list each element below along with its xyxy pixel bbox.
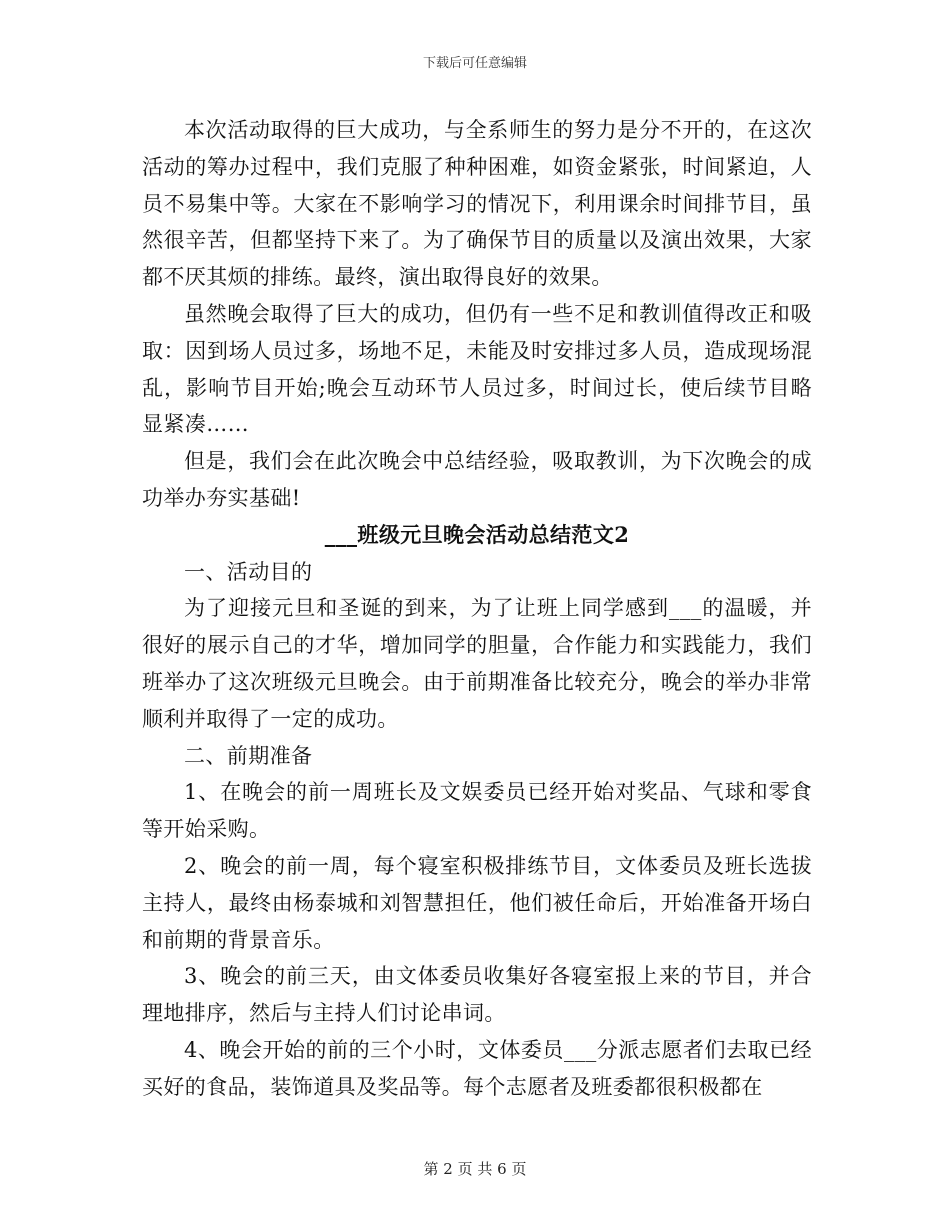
paragraph: 但是，我们会在此次晚会中总结经验，吸取教训，为下次晚会的成功举办夯实基础! [142, 449, 812, 510]
list-item: 4、晚会开始的前的三个小时，文体委员___分派志愿者们去取已经买好的食品，装饰道具及奖品等。每个志愿者及班委都很积极都在 [142, 1037, 812, 1099]
paragraph: 本次活动取得的巨大成功，与全系师生的努力是分不开的，在这次活动的筹办过程中，我们克服了种种困难，如资金紧张，时间紧迫，人员不易集中等。大家在不影响学习的情况下，利用课余时间排节目，虽然很辛苦，但都坚持下来了。为了确保节目的质量以及演出效果，大家都不厌其烦的排练。最终，演出取得良好的效果。 [142, 118, 812, 290]
section-heading: 一、活动目的 [184, 559, 313, 584]
list-item: 3、晚会的前三天，由文体委员收集好各寝室报上来的节目，并合理地排序，然后与主持人们讨论串词。 [142, 964, 812, 1026]
list-item: 2、晚会的前一周，每个寝室积极排练节目，文体委员及班长选拔主持人，最终由杨泰城和刘智慧担任，他们被任命后，开始准备开场白和前期的背景音乐。 [142, 853, 812, 952]
page-footer: 第 2 页 共 6 页 [423, 1160, 527, 1178]
paragraph: 为了迎接元旦和圣诞的到来，为了让班上同学感到___的温暖，并很好的展示自己的才华，增加同学的胆量，合作能力和实践能力，我们班举办了这次班级元旦晚会。由于前期准备比较充分，晚会的举办非常顺利并取得了一定的成功。 [142, 596, 812, 731]
document-body [142, 112, 812, 1106]
page-header: 下载后可任意编辑 [422, 56, 527, 71]
section-heading: 二、前期准备 [184, 743, 313, 768]
section-title: ___班级元旦晚会活动总结范文2 [324, 521, 630, 547]
list-item: 1、在晚会的前一周班长及文娱委员已经开始对奖品、气球和零食等开始采购。 [142, 780, 812, 842]
paragraph: 虽然晚会取得了巨大的成功，但仍有一些不足和教训值得改正和吸取：因到场人员过多，场地不足，未能及时安排过多人员，造成现场混乱，影响节目开始;晚会互动环节人员过多，时间过长，使后续节目略显紧凑…… [142, 301, 812, 437]
